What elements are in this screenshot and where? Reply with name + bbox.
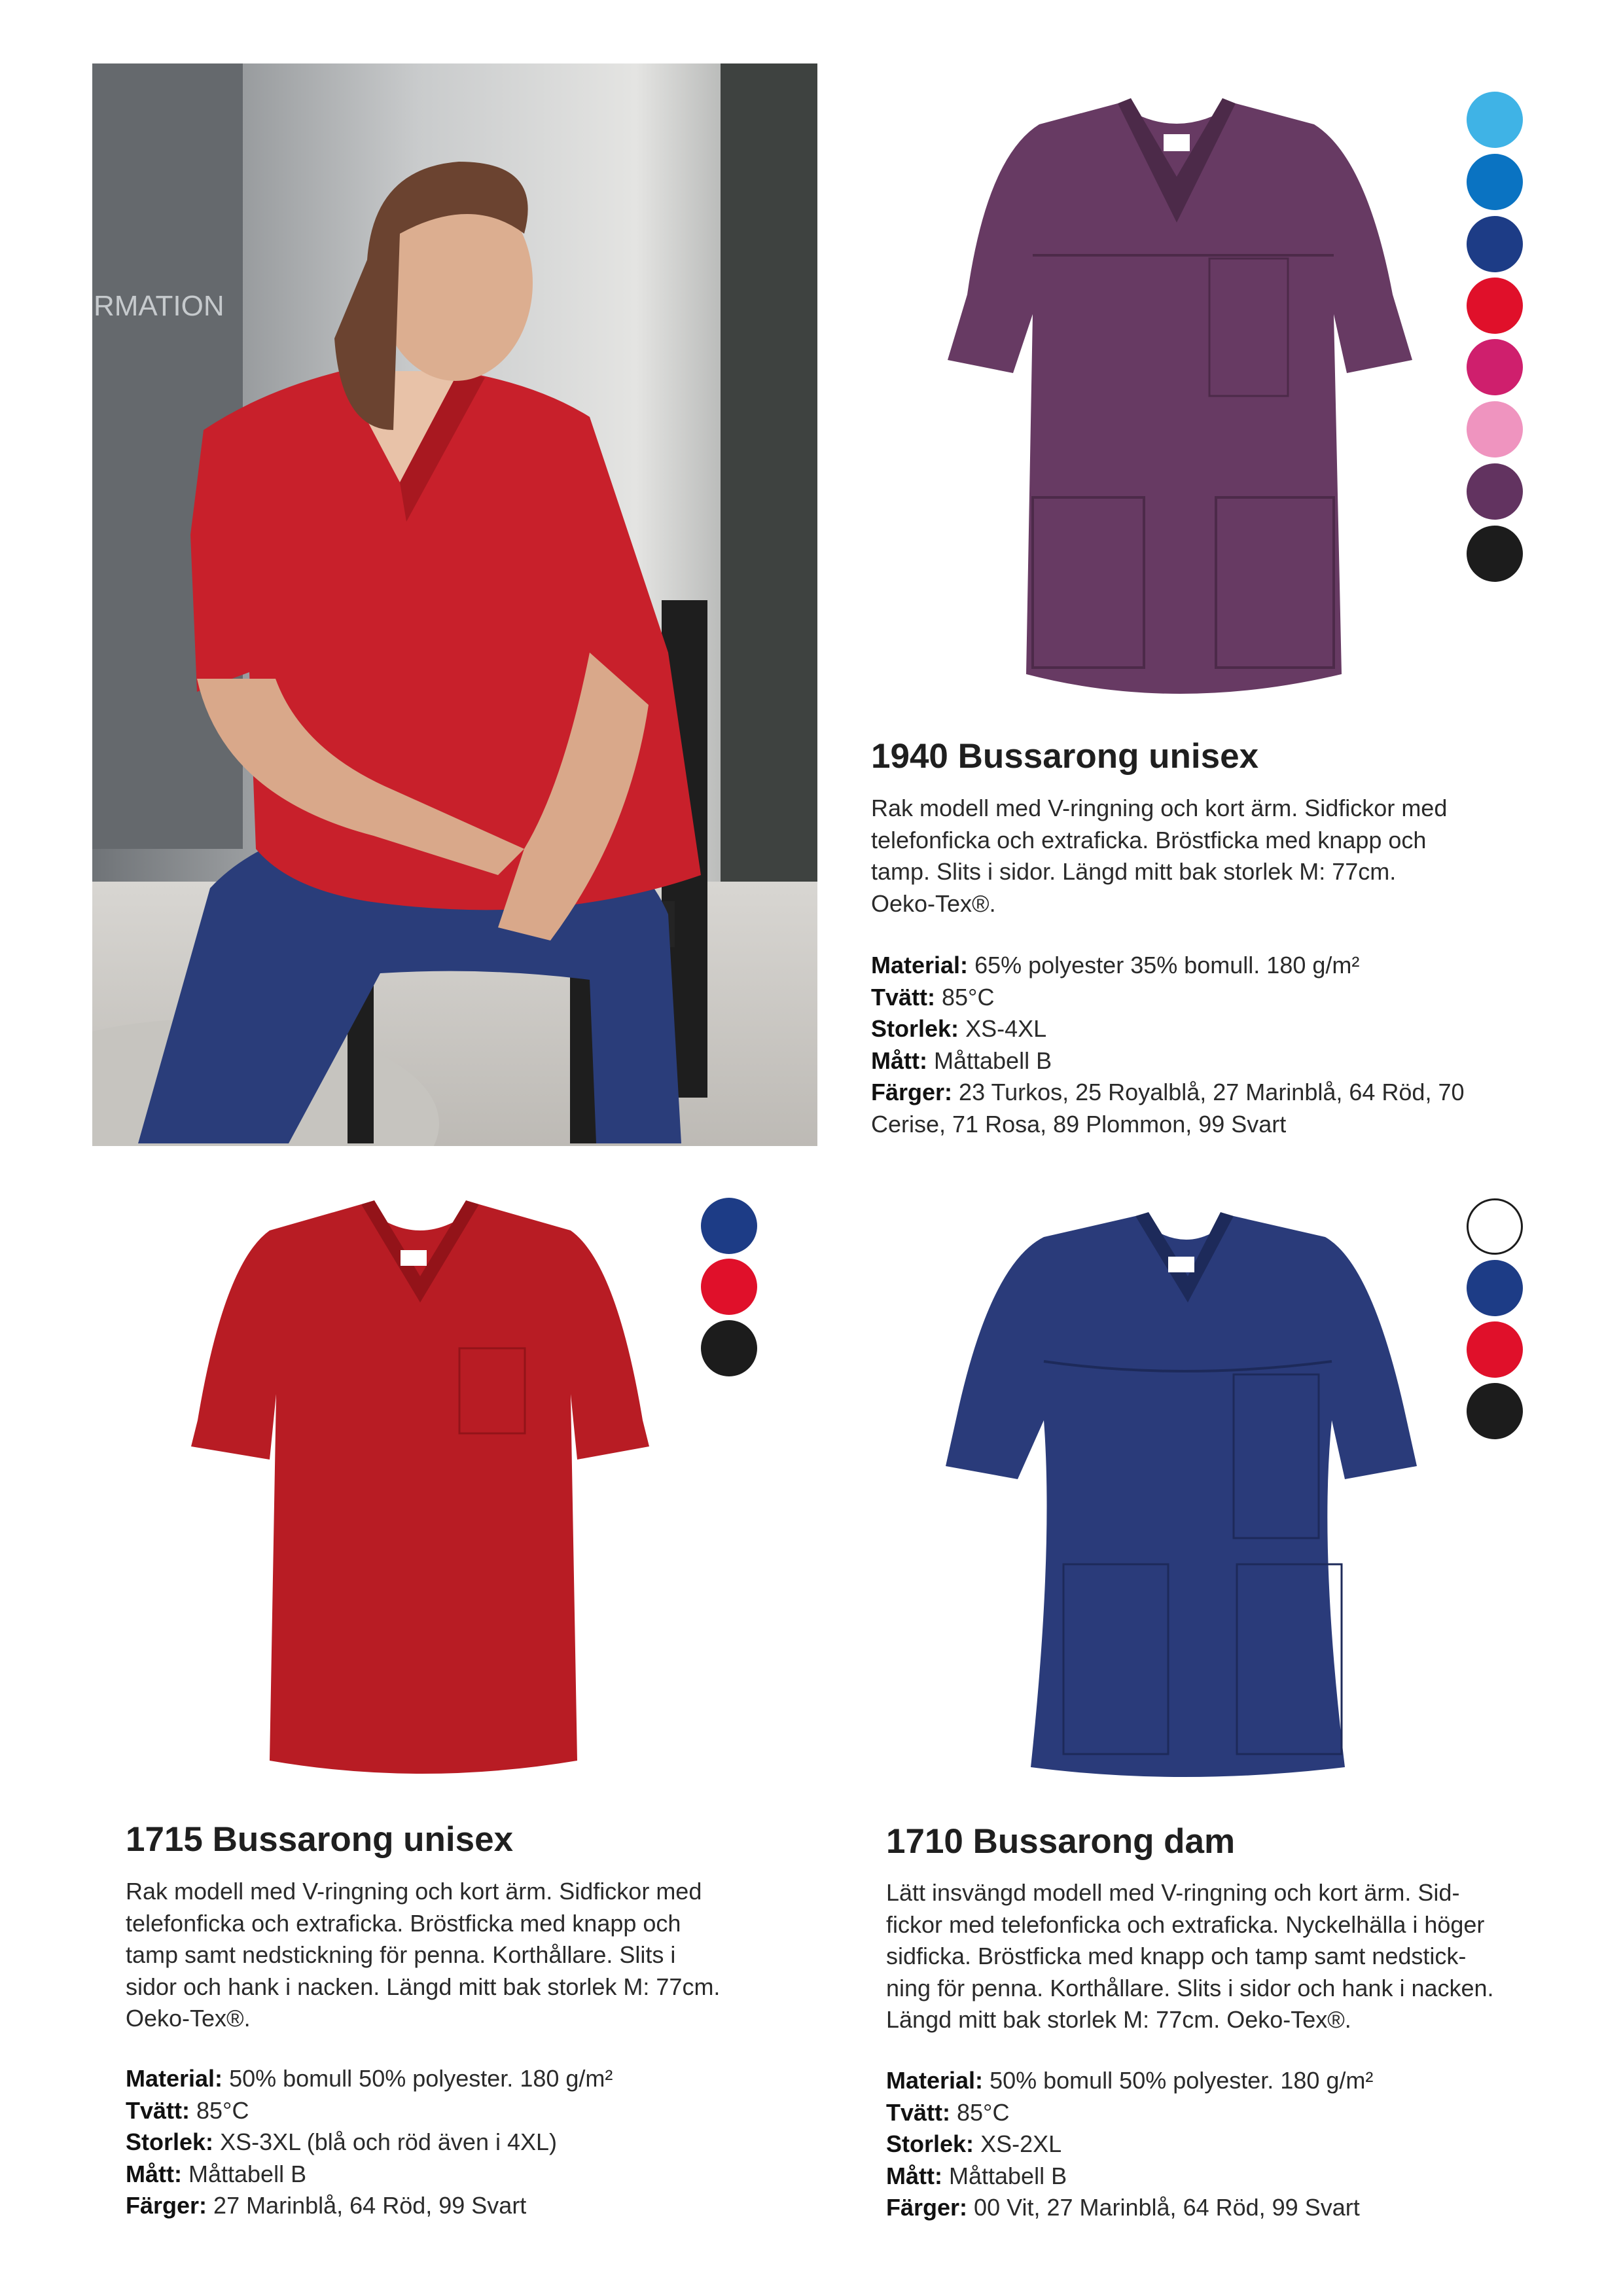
material-label: Material: <box>126 2065 223 2092</box>
description-line: tamp. Slits i sidor. Längd mitt bak storlek M: 77cm. <box>871 858 1397 885</box>
garment-1715-image <box>185 1198 656 1774</box>
description-line: Oeko-Tex®. <box>871 889 996 917</box>
wash-label: Tvätt: <box>871 983 935 1011</box>
size-label: Storlek: <box>126 2128 214 2155</box>
color-swatch[interactable] <box>1467 1198 1523 1255</box>
color-swatch[interactable] <box>1467 401 1523 457</box>
material-label: Material: <box>886 2067 984 2094</box>
color-swatch[interactable] <box>1467 278 1523 334</box>
color-swatch[interactable] <box>1467 154 1523 210</box>
colors-value: 23 Turkos, 25 Royalblå, 27 Marinblå, 64 Röd, 70 <box>959 1079 1465 1105</box>
size-value: XS-3XL (blå och röd även i 4XL) <box>220 2128 558 2155</box>
description-line: tamp samt nedstickning för penna. Korthållare. Slits i <box>126 1941 676 1968</box>
model-photo <box>92 63 817 1146</box>
description-line: fickor med telefonficka och extraficka. Nyckelhälla i höger <box>886 1910 1485 1938</box>
color-swatch[interactable] <box>701 1320 757 1376</box>
description-line: Rak modell med V-ringning och kort ärm. Sidfickor med <box>871 795 1448 821</box>
measure-value: Måttabell B <box>934 1047 1052 1074</box>
color-swatch[interactable] <box>1467 1321 1523 1378</box>
color-swatch[interactable] <box>1467 92 1523 148</box>
material-label: Material: <box>871 952 969 978</box>
measure-value: Måttabell B <box>188 2160 307 2187</box>
material-value: 50% bomull 50% polyester. 180 g/m² <box>990 2067 1374 2094</box>
wash-value: 85°C <box>957 2098 1010 2126</box>
wall-sign-text: RMATION <box>94 290 224 322</box>
description-line: sidor och hank i nacken. Längd mitt bak storlek M: 77cm. <box>126 1973 721 2000</box>
product-specs-1940 <box>871 950 1552 1140</box>
product-title-1710: 1710 Bussarong dam <box>886 1822 1236 1861</box>
product-specs-1715 <box>126 2063 787 2222</box>
colors-label: Färger: <box>126 2192 207 2219</box>
material-value: 65% polyester 35% bomull. 180 g/m² <box>974 952 1360 978</box>
color-swatch[interactable] <box>701 1198 757 1254</box>
product-specs-1710 <box>886 2065 1560 2224</box>
size-value: XS-2XL <box>980 2130 1062 2157</box>
wash-value: 85°C <box>196 2096 249 2124</box>
wash-value: 85°C <box>942 983 995 1011</box>
color-swatch[interactable] <box>1467 216 1523 272</box>
description-line: Längd mitt bak storlek M: 77cm. Oeko-Tex®. <box>886 2006 1351 2033</box>
description-line: ning för penna. Korthållare. Slits i sidor och hank i nacken. <box>886 1974 1494 2001</box>
color-swatch[interactable] <box>1467 526 1523 582</box>
colors-value: 00 Vit, 27 Marinblå, 64 Röd, 99 Svart <box>974 2194 1360 2221</box>
colors-label: Färger: <box>871 1079 953 1105</box>
measure-label: Mått: <box>886 2162 942 2189</box>
measure-label: Mått: <box>126 2160 182 2187</box>
measure-label: Mått: <box>871 1047 927 1074</box>
color-swatch[interactable] <box>701 1259 757 1315</box>
garment-1940-image <box>941 98 1412 694</box>
color-swatch[interactable] <box>1467 1383 1523 1439</box>
colors-label: Färger: <box>886 2194 968 2221</box>
product-description-1715 <box>126 1876 787 2035</box>
description-line: Lätt insvängd modell med V-ringning och kort ärm. Sid- <box>886 1879 1460 1906</box>
description-line: telefonficka och extraficka. Bröstficka med knapp och <box>871 826 1427 853</box>
description-line: telefonficka och extraficka. Bröstficka med knapp och <box>126 1909 681 1937</box>
colors-value: 27 Marinblå, 64 Röd, 99 Svart <box>213 2192 527 2219</box>
description-line: Rak modell med V-ringning och kort ärm. Sidfickor med <box>126 1878 702 1905</box>
colors-value-continued: Cerise, 71 Rosa, 89 Plommon, 99 Svart <box>871 1110 1287 1138</box>
color-swatch[interactable] <box>1467 339 1523 395</box>
size-label: Storlek: <box>871 1015 959 1042</box>
description-line: Oeko-Tex®. <box>126 2005 251 2032</box>
color-swatch[interactable] <box>1467 463 1523 520</box>
garment-1710-image <box>946 1211 1417 1787</box>
measure-value: Måttabell B <box>949 2162 1067 2189</box>
wash-label: Tvätt: <box>126 2096 190 2124</box>
color-swatch[interactable] <box>1467 1260 1523 1316</box>
product-description-1710 <box>886 1877 1560 2036</box>
material-value: 50% bomull 50% polyester. 180 g/m² <box>229 2065 613 2092</box>
product-title-1940: 1940 Bussarong unisex <box>871 737 1259 776</box>
size-label: Storlek: <box>886 2130 974 2157</box>
wash-label: Tvätt: <box>886 2098 950 2126</box>
size-value: XS-4XL <box>965 1015 1047 1042</box>
product-title-1715: 1715 Bussarong unisex <box>126 1820 514 1859</box>
product-description-1940 <box>871 793 1525 920</box>
description-line: sidficka. Bröstficka med knapp och tamp samt nedstick- <box>886 1943 1467 1969</box>
